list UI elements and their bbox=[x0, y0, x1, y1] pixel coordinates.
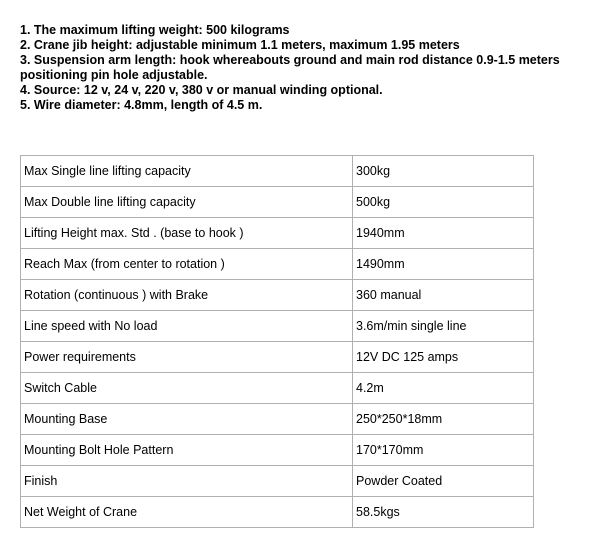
table-row bbox=[21, 156, 534, 187]
table-row bbox=[21, 373, 534, 404]
spec-value: 12V DC 125 amps bbox=[353, 342, 534, 373]
feature-item-3: 3. Suspension arm length: hook whereabouts ground and main rod distance 0.9-1.5 meters positioning pin hole adjustable. bbox=[20, 53, 560, 82]
feature-item-4: 4. Source: 12 v, 24 v, 220 v, 380 v or manual winding optional. bbox=[20, 83, 383, 97]
table-row bbox=[21, 218, 534, 249]
spec-value: 3.6m/min single line bbox=[353, 311, 534, 342]
spec-label: Lifting Height max. Std . (base to hook ) bbox=[21, 218, 353, 249]
spec-label: Net Weight of Crane bbox=[21, 497, 353, 528]
spec-value: 170*170mm bbox=[353, 435, 534, 466]
feature-item-1: 1. The maximum lifting weight: 500 kilograms bbox=[20, 23, 290, 37]
spec-value: 1940mm bbox=[353, 218, 534, 249]
spec-label: Power requirements bbox=[21, 342, 353, 373]
spec-value: 250*250*18mm bbox=[353, 404, 534, 435]
feature-list bbox=[20, 23, 594, 113]
table-row bbox=[21, 466, 534, 497]
spec-value: 58.5kgs bbox=[353, 497, 534, 528]
spec-label: Rotation (continuous ) with Brake bbox=[21, 280, 353, 311]
spec-label: Line speed with No load bbox=[21, 311, 353, 342]
table-row bbox=[21, 311, 534, 342]
spec-label: Mounting Bolt Hole Pattern bbox=[21, 435, 353, 466]
spec-label: Mounting Base bbox=[21, 404, 353, 435]
spec-value: 300kg bbox=[353, 156, 534, 187]
table-row bbox=[21, 435, 534, 466]
spec-value: 1490mm bbox=[353, 249, 534, 280]
spec-value: Powder Coated bbox=[353, 466, 534, 497]
table-row bbox=[21, 497, 534, 528]
spec-value: 4.2m bbox=[353, 373, 534, 404]
table-row bbox=[21, 249, 534, 280]
feature-item-2: 2. Crane jib height: adjustable minimum 1.1 meters, maximum 1.95 meters bbox=[20, 38, 460, 52]
spec-table bbox=[20, 155, 534, 528]
spec-value: 500kg bbox=[353, 187, 534, 218]
table-row bbox=[21, 404, 534, 435]
spec-label: Switch Cable bbox=[21, 373, 353, 404]
table-row bbox=[21, 342, 534, 373]
spec-label: Finish bbox=[21, 466, 353, 497]
spec-label: Reach Max (from center to rotation ) bbox=[21, 249, 353, 280]
feature-item-5: 5. Wire diameter: 4.8mm, length of 4.5 m. bbox=[20, 98, 263, 112]
spec-label: Max Single line lifting capacity bbox=[21, 156, 353, 187]
table-row bbox=[21, 187, 534, 218]
spec-value: 360 manual bbox=[353, 280, 534, 311]
spec-label: Max Double line lifting capacity bbox=[21, 187, 353, 218]
table-row bbox=[21, 280, 534, 311]
